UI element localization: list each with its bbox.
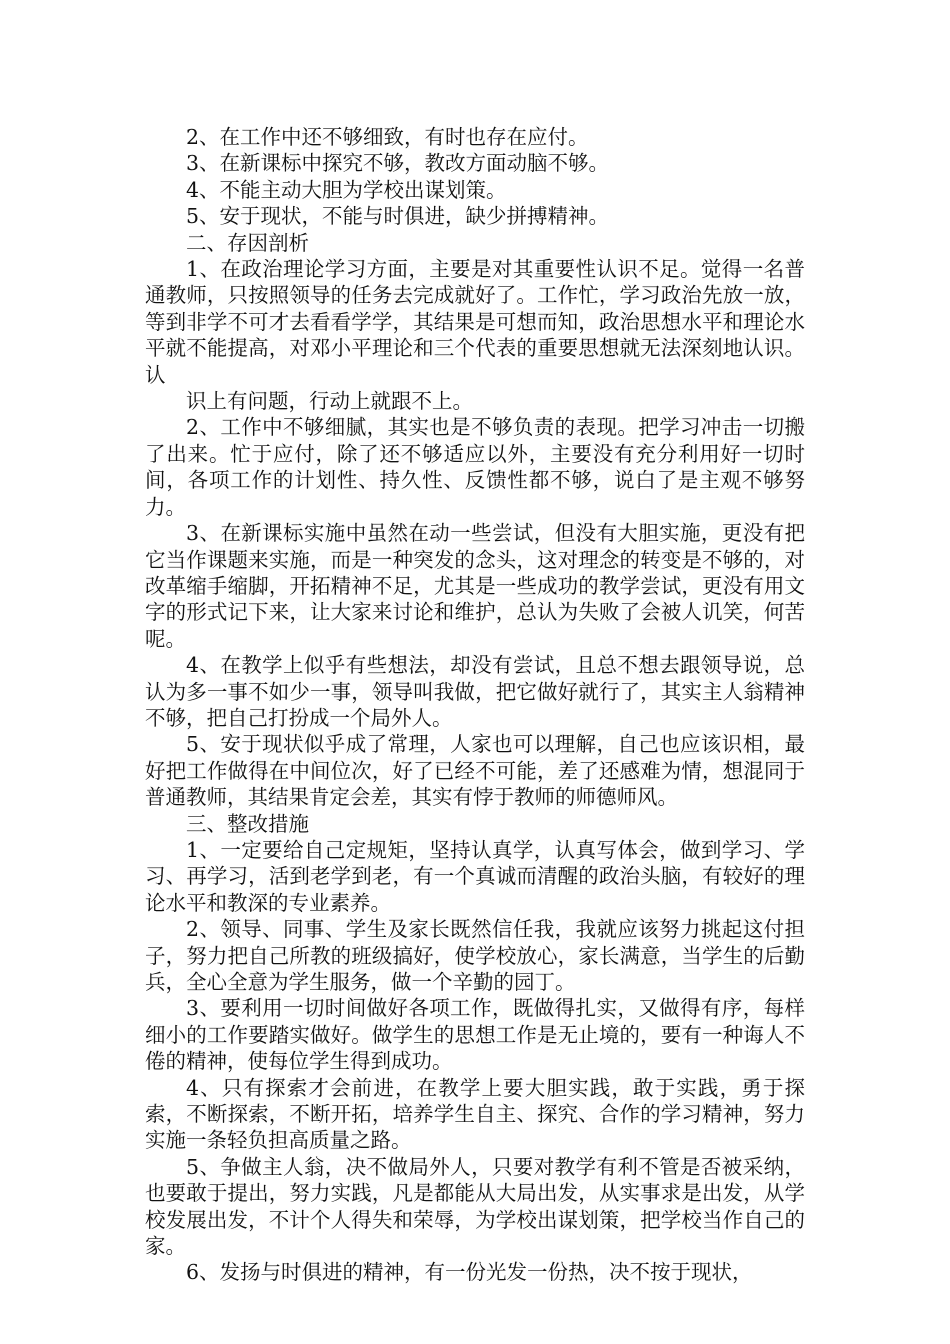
paragraph-cause-3: 3、在新课标实施中虽然在动一些尝试，但没有大胆实施，更没有把它当作课题来实施，而是一种突发的念头，这对理念的转变是不够的，对改革缩手缩脚，开拓精神不足，尤其是一些成功的教学尝试，更没有用文字的形式记下来，让大家来讨论和维护，总认为失败了会被人讥笑，何苦呢。: [145, 521, 805, 651]
paragraph-measure-4: 4、只有探索才会前进，在教学上要大胆实践，敢于实践，勇于探索，不断探索，不断开拓，培养学生自主、探究、合作的学习精神，努力实施一条轻负担高质量之路。: [145, 1075, 805, 1153]
paragraph-issue-4: 4、不能主动大胆为学校出谋划策。: [186, 177, 507, 202]
paragraph-measure-2: 2、领导、同事、学生及家长既然信任我，我就应该努力挑起这付担子，努力把自己所教的班级搞好，使学校放心，家长满意，当学生的后勤兵，全心全意为学生服务，做一个辛勤的园丁。: [145, 917, 805, 994]
paragraph-measure-6: 6、发扬与时俱进的精神，有一份光发一份热，决不按于现状，: [186, 1260, 753, 1285]
paragraph-measure-3: 3、要利用一切时间做好各项工作，既做得扎实，又做得有序，每样细小的工作要踏实做好。做学生的思想工作是无止境的，要有一种诲人不倦的精神，使每位学生得到成功。: [145, 996, 805, 1074]
paragraph-cause-1: 1、在政治理论学习方面，主要是对其重要性认识不足。觉得一名普通教师，只按照领导的任务去完成就好了。工作忙，学习政治先放一放，等到非学不可才去看看学学，其结果是可想而知，政治思想水平和理论水平就不能提高，对邓小平理论和三个代表的重要思想就无法深刻地认识。认: [145, 257, 805, 387]
paragraph-issue-5: 5、安于现状，不能与时俱进，缺少拼搏精神。: [186, 204, 610, 229]
paragraph-issue-3: 3、在新课标中探究不够，教改方面动脑不够。: [186, 151, 610, 176]
paragraph-issue-2: 2、在工作中还不够细致，有时也存在应付。: [186, 125, 589, 149]
paragraph-measure-5: 5、争做主人翁，决不做局外人，只要对教学有利不管是否被采纳，也要敢于提出，努力实践，凡是都能从大局出发，从实事求是出发，从学校发展出发，不计个人得失和荣辱，为学校出谋划策，把学校当作自己的家。: [145, 1154, 805, 1259]
paragraph-cause-4: 4、在教学上似乎有些想法，却没有尝试，且总不想去跟领导说，总认为多一事不如少一事，领导叫我做，把它做好就行了，其实主人翁精神不够，把自己打扮成一个局外人。: [145, 653, 805, 730]
paragraph-cause-1-continued: 识上有问题，行动上就跟不上。: [186, 389, 473, 414]
paragraph-cause-5: 5、安于现状似乎成了常理，人家也可以理解，自己也应该识相，最好把工作做得在中间位次，好了已经不可能，差了还感难为情，想混同于普通教师，其结果肯定会差，其实有悖于教师的师德师风。: [145, 732, 805, 810]
paragraph-measure-1: 1、一定要给自己定规矩，坚持认真学，认真写体会，做到学习、学习、再学习，活到老学到老，有一个真诚而清醒的政治头脑，有较好的理论水平和教深的专业素养。: [145, 837, 805, 915]
section-heading-cause-analysis: 二、存因剖析: [186, 230, 309, 255]
paragraph-cause-2: 2、工作中不够细腻，其实也是不够负责的表现。把学习冲击一切搬了出来。忙于应付，除了还不够适应以外，主要没有充分利用好一切时间，各项工作的计划性、持久性、反馈性都不够，说白了是主观不够努力。: [145, 415, 805, 519]
section-heading-corrective-measures: 三、整改措施: [186, 811, 309, 836]
document-body: [145, 124, 805, 1286]
